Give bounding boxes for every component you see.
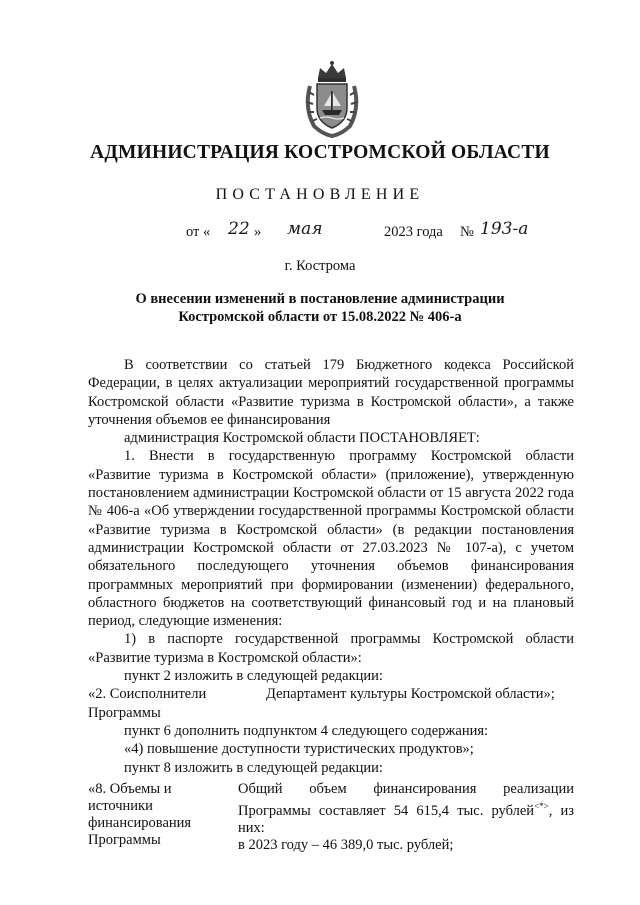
date-line — [0, 219, 640, 246]
coexecutors-value: Департамент культуры Костромской области»; — [266, 686, 555, 703]
document-body — [88, 356, 574, 854]
paragraph-subpoint-4: «4) повышение доступности туристических продуктов»; — [124, 741, 474, 758]
funding-2023: в 2023 году – 46 389,0 тыс. рублей; — [238, 836, 454, 853]
subject-line-1: О внесении изменений в постановление администрации — [135, 291, 505, 307]
document-subject — [0, 290, 640, 326]
funding-total-tail: , из них: — [238, 802, 574, 836]
paragraph-point-8: пункт 8 изложить в следующей редакции: — [124, 759, 383, 776]
kostroma-coat-of-arms-icon — [300, 58, 364, 138]
number-label: № — [460, 224, 474, 240]
paragraph-item-1: 1. Внести в государственную программу Костромской области «Развитие туризма в Костромской области» (приложение), утвержденную постановлением администрации Костромской области от 15 августа 2022 года № 406-а «Об утверждении государственной программы Костромской области «Развитие туризма в Костромской области» (в редакции постановления администрации Костромской области от 27.03.2023 № 107-а), с учетом обязательного последующего уточнения объемов финансирования программных мероприятий при формировании (изменении) федерального, областного бюджетов на соответствующий финансовый год и на плановый период, следующие изменения: — [88, 448, 574, 630]
subject-line-2: Костромской области от 15.08.2022 № 406-а — [178, 309, 462, 325]
organization-title: АДМИНИСТРАЦИЯ КОСТРОМСКОЙ ОБЛАСТИ — [90, 142, 550, 163]
footnote-mark: <*> — [534, 800, 549, 811]
date-year: 2023 года — [384, 224, 443, 240]
date-day-close: » — [254, 224, 262, 240]
funding-value — [238, 781, 574, 854]
date-prefix: от « — [186, 224, 211, 240]
handwritten-day: 22 — [228, 219, 250, 239]
handwritten-number: 193-а — [480, 219, 529, 239]
document-type: ПОСТАНОВЛЕНИЕ — [215, 186, 425, 203]
paragraph-preamble: В соответствии со статьей 179 Бюджетного кодекса Российской Федерации, в целях актуализации мероприятий государственной программы Костромской области «Развитие туризма в Костромской области», а также уточнения объемов ее финансирования — [88, 357, 574, 428]
coexecutors-label-cont: Программы — [88, 704, 161, 721]
paragraph-point-2: пункт 2 изложить в следующей редакции: — [124, 668, 383, 685]
paragraph-point-6: пункт 6 дополнить подпунктом 4 следующего содержания: — [124, 722, 489, 739]
paragraph-resolves: администрация Костромской области ПОСТАНОВЛЯЕТ: — [124, 430, 480, 447]
city: г. Кострома — [284, 258, 356, 274]
coexecutors-label: «2. Соисполнители — [88, 686, 207, 703]
funding-total-text: Общий объем финансирования реализации Программы составляет 54 615,4 тыс. рублей — [238, 780, 574, 819]
coexecutors-row — [88, 685, 574, 703]
funding-label: «8. Объемы и источники финансирования Программы — [88, 780, 192, 848]
paragraph-passport: 1) в паспорте государственной программы Костромской области «Развитие туризма в Костромской области»: — [88, 631, 574, 666]
handwritten-month: мая — [287, 219, 323, 239]
table-row — [88, 781, 574, 854]
funding-table — [88, 781, 574, 854]
